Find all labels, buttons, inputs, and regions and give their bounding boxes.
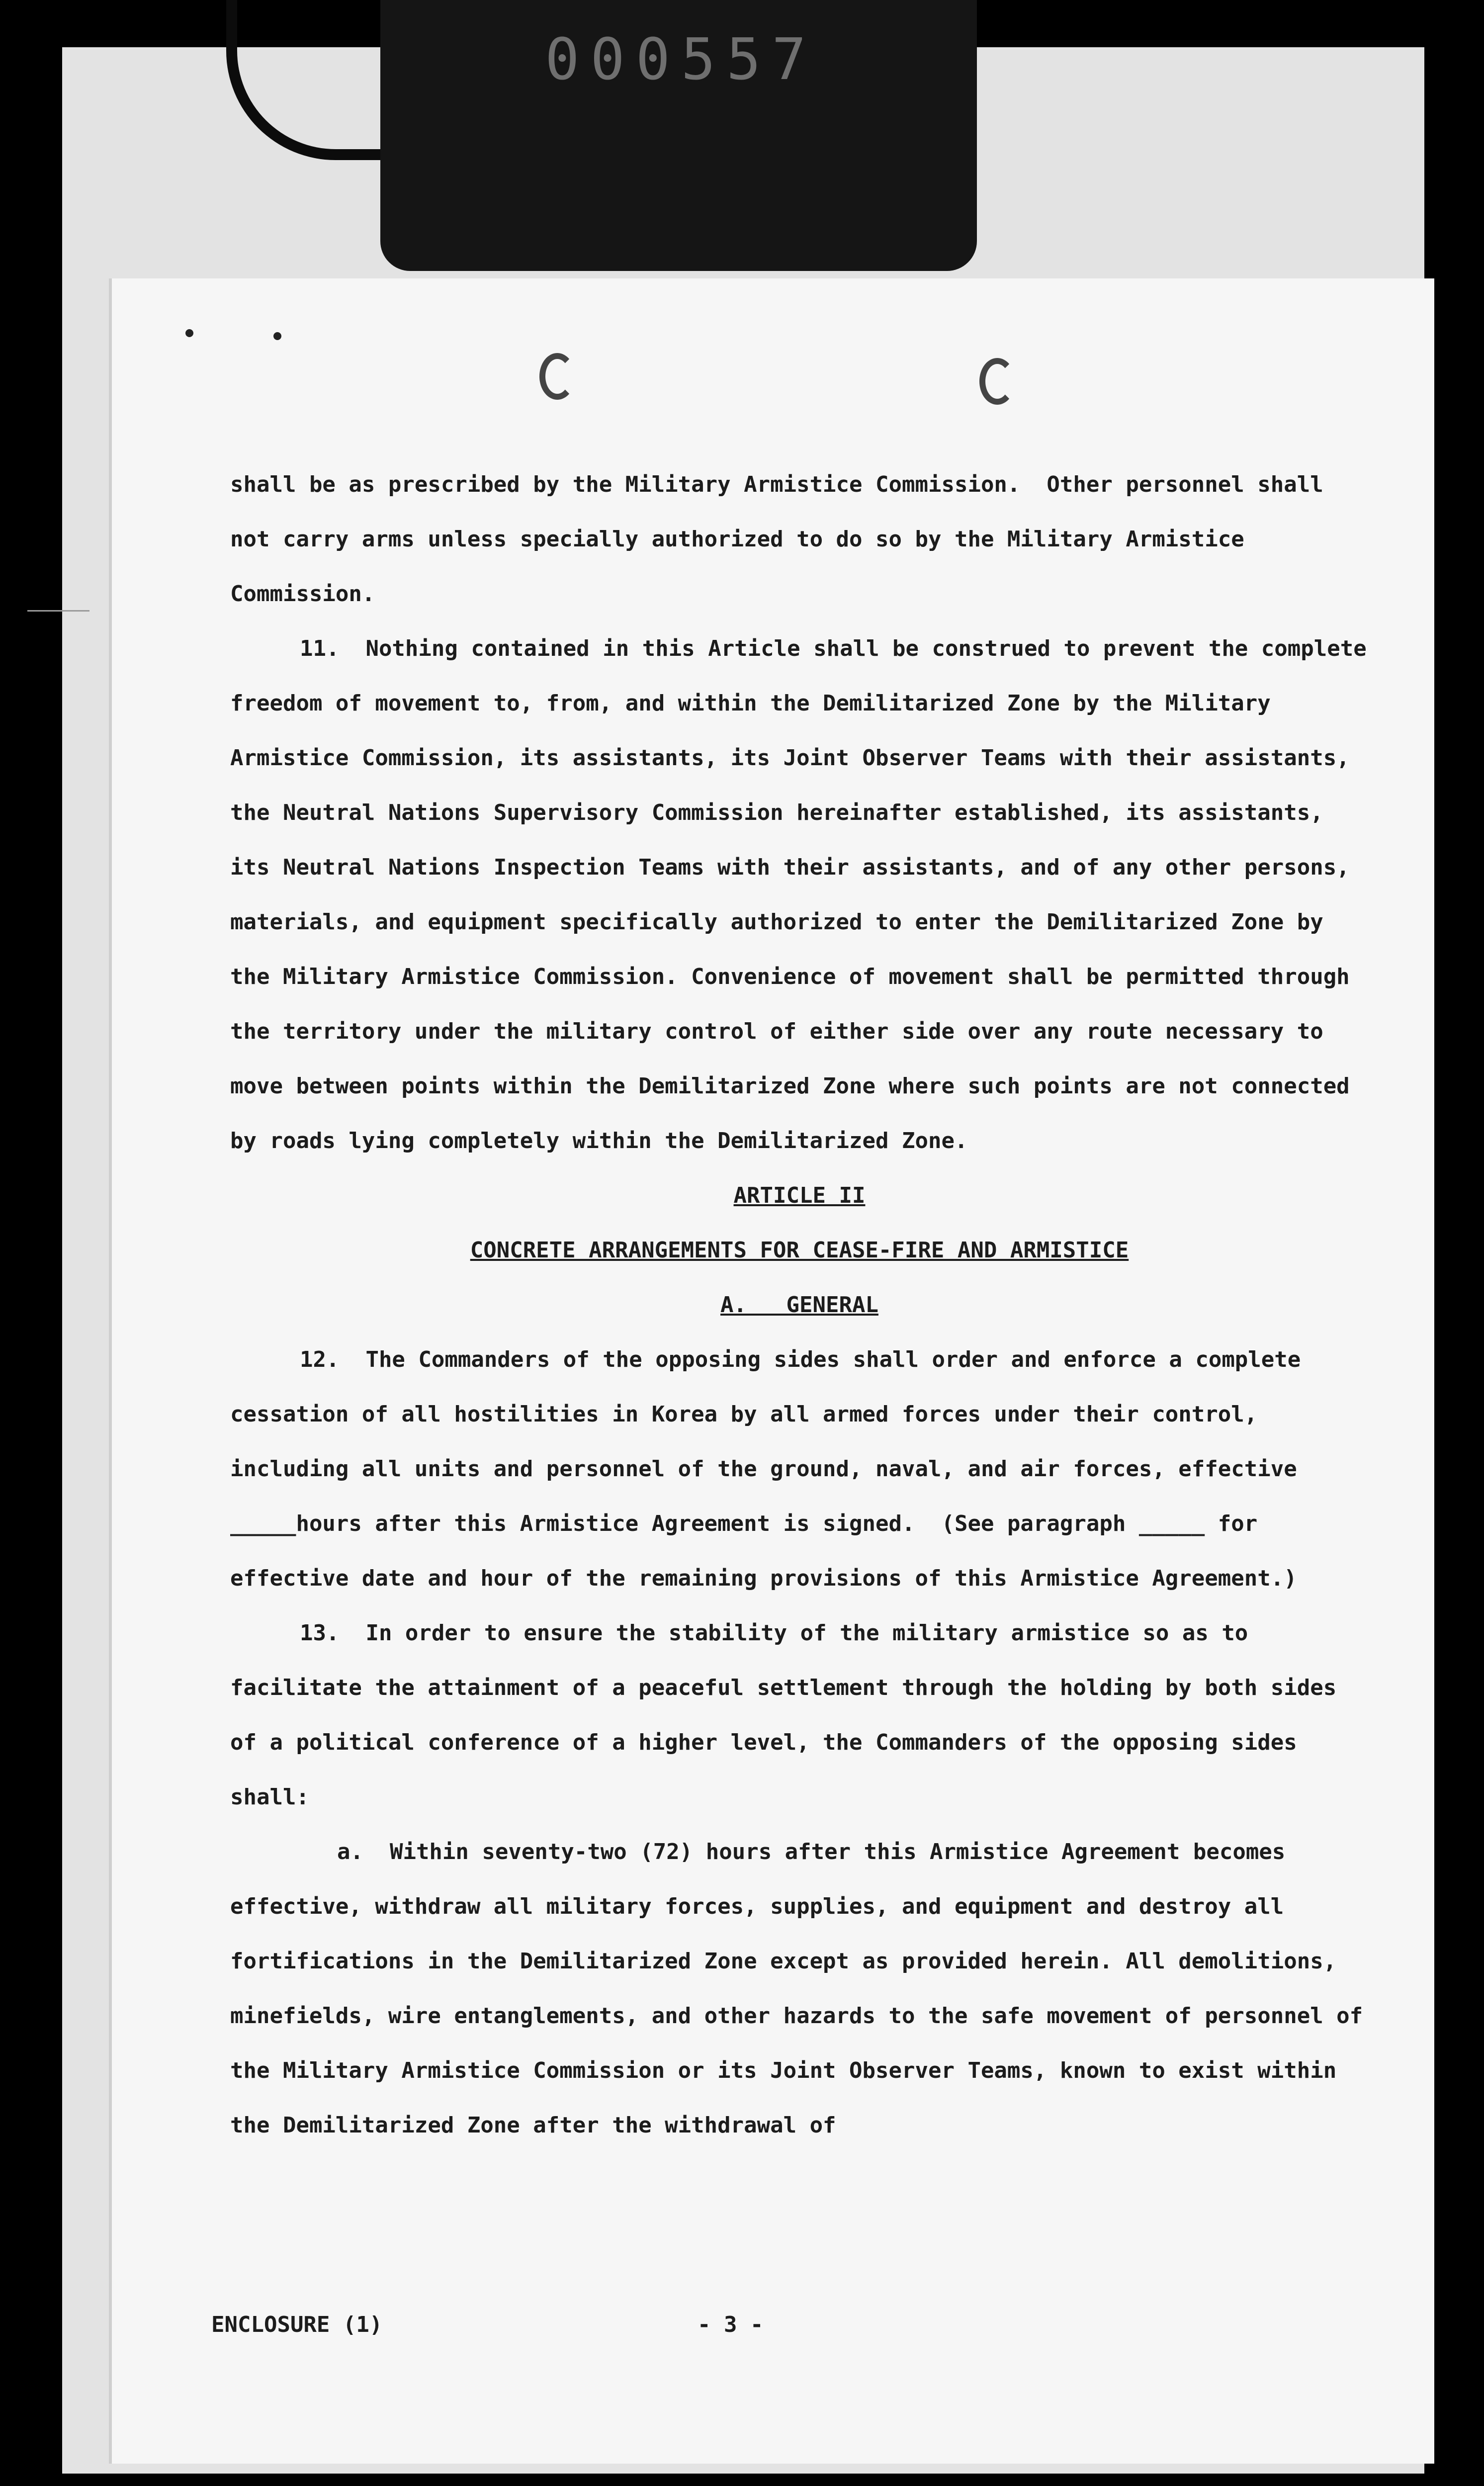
section-heading: A. GENERAL (720, 1292, 878, 1318)
speck-mark (273, 332, 281, 340)
article-title: CONCRETE ARRANGEMENTS FOR CEASE-FIRE AND ARMISTICE (470, 1238, 1129, 1263)
margin-line (27, 610, 89, 612)
paragraph-continuation: shall be as prescribed by the Military Armistice Commission. Other personnel shall not carry arms unless specially authorized to do so by the Military Armistice Commission. (230, 472, 1337, 607)
speck-mark (185, 329, 193, 337)
paragraph-13a: a. Within seventy-two (72) hours after this Armistice Agreement becomes effective, withdraw all military forces, supplies, and equipment and destroy all fortifications in the Demilitarized Zone except as provided herein. All demolitions, minefields, wire entanglements, and other hazards to the safe movement of personnel of the Military Armistice Commission or its Joint Observer Teams, known to exist within the Demilitarized Zone after the withdrawal of (230, 1839, 1376, 2138)
punch-hole (979, 358, 1015, 405)
article-heading: ARTICLE II (733, 1183, 866, 1208)
paragraph-13: 13. In order to ensure the stability of the military armistice so as to facilitate the attainment of a peaceful settlement through the holding by both sides of a political conference of a higher level, the Commanders of the opposing sides shall: (230, 1620, 1350, 1810)
document-body (230, 457, 1380, 2153)
paragraph-12: 12. The Commanders of the opposing sides shall order and enforce a complete cessation of all hostilities in Korea by all armed forces under their control, including all units and personnel of the ground, naval, and air forces, effective _____hours after this Armistice Agreement is signed. (See paragraph _____ for effective date and hour of the remaining provisions of this Armistice Agreement.) (230, 1347, 1314, 1591)
frame-counter-digits: 000557 (545, 26, 817, 93)
page-number: - 3 - (698, 2312, 764, 2337)
document-page (112, 278, 1434, 2464)
punch-hole (539, 353, 575, 400)
paragraph-11: 11. Nothing contained in this Article shall be construed to prevent the complete freedom of movement to, from, and within the Demilitarized Zone by the Military Armistice Commission, its assistants, its Joint Observer Teams with their assistants, the Neutral Nations Supervisory Commission hereinafter established, its assistants, its Neutral Nations Inspection Teams with their assistants, and of any other persons, materials, and equipment specifically authorized to enter the Demilitarized Zone by the Military Armistice Commission. Convenience of movement shall be permitted through the territory under the military control of either side over any route necessary to move between points within the Demilitarized Zone where such points are not connected by roads lying completely within the Demilitarized Zone. (230, 636, 1380, 1154)
enclosure-label: ENCLOSURE (1) (211, 2312, 383, 2337)
